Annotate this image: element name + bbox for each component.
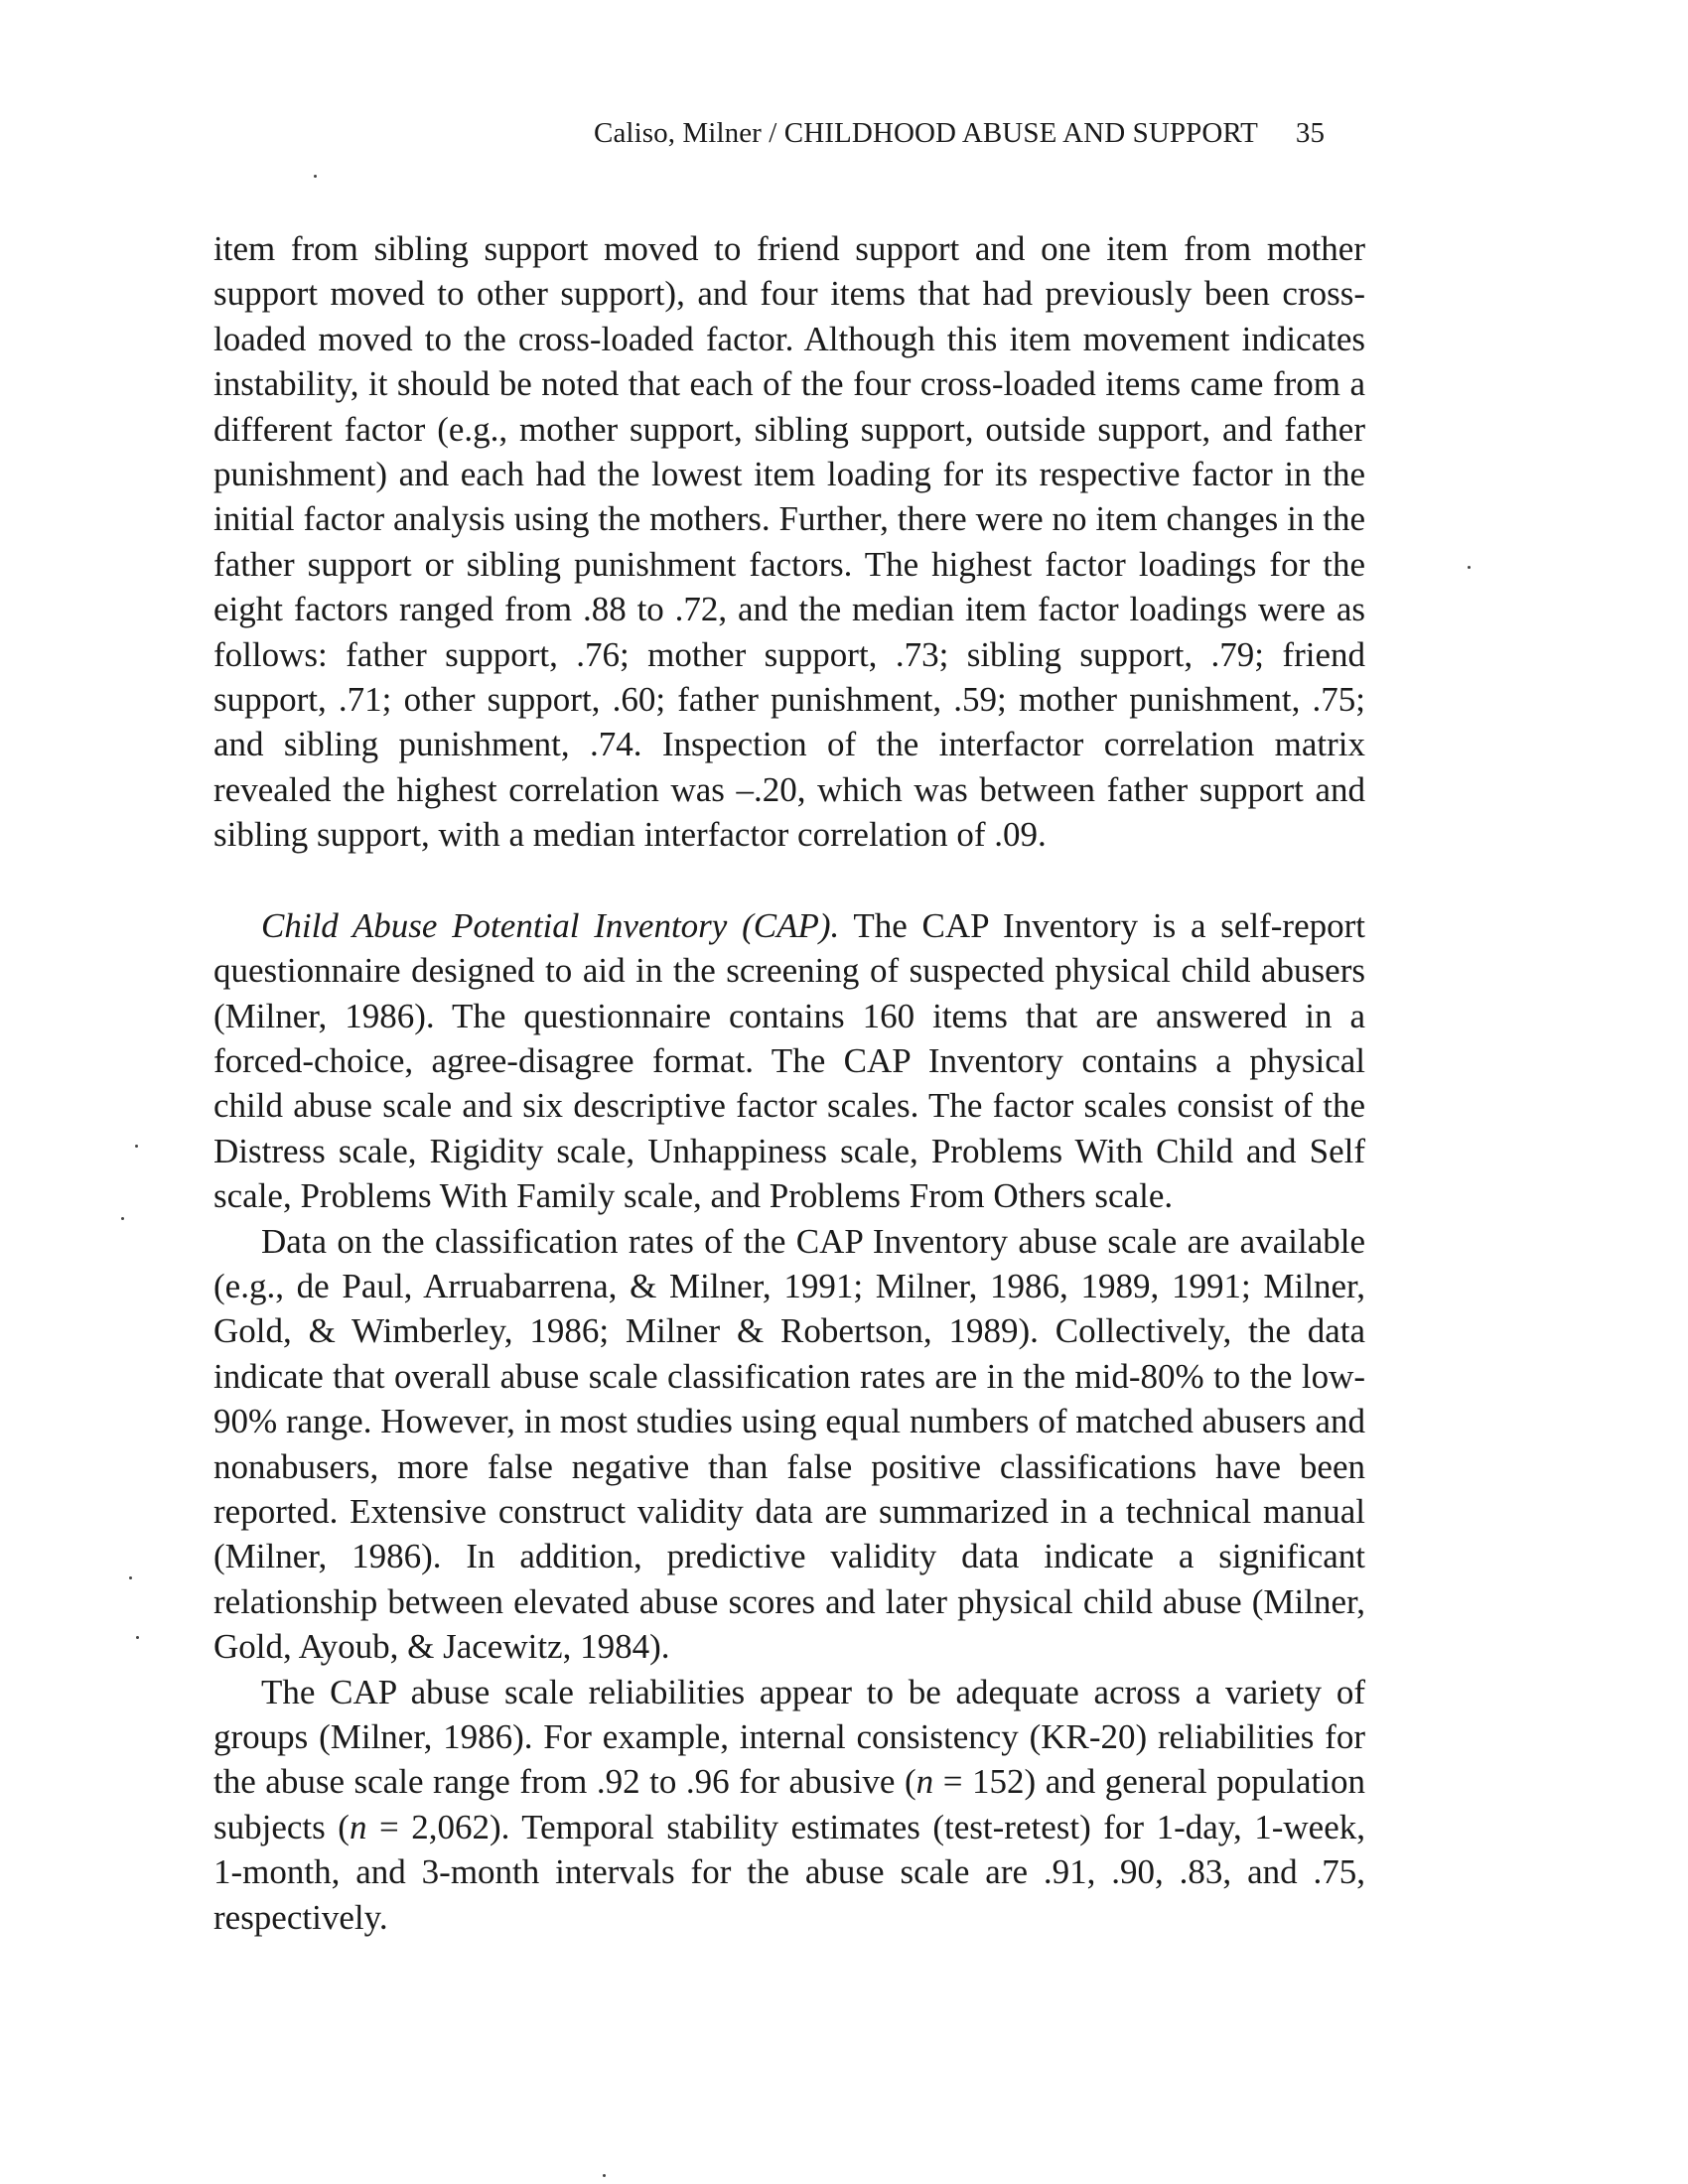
paragraph-factor-analysis: item from sibling support moved to friend support and one item from mother support moved to other support), and four items that had previously been cross-loaded moved to the cross-loaded factor. Although this item movement indicates instability, it should be noted that each of the four cross-loaded items came from a different factor (e.g., mother support, sibling support, outside support, and father punishment) and each had the lowest item loading for its respective factor in the initial factor analysis using the mothers. Further, there were no item changes in the father support or sibling punishment factors. The highest factor loadings for the eight factors ranged from .88 to .72, and the median item factor loadings were as follows: father support, .76; mother support, .73; sibling support, .79; friend support, .71; other support, .60; father punishment, .59; mother punishment, .75; and sibling punishment, .74. Inspection of the interfactor correlation matrix revealed the highest correlation was –.20, which was between father support and sibling support, with a median interfactor correlation of .09. <box>213 229 1365 855</box>
section-heading-cap: Child Abuse Potential Inventory (CAP). <box>261 905 840 945</box>
paragraph-cap-description <box>213 903 1365 1219</box>
reliabilities-text-3: = 2,062). Temporal stability estimates (test-retest) for 1-day, 1-week, 1-month, and 3-month intervals for the abuse scale are .91, .90, .83, and .75, respectively. <box>213 1807 1366 1937</box>
scan-speck <box>135 1145 138 1148</box>
scan-speck <box>121 1217 124 1220</box>
paragraph-reliabilities <box>213 1670 1365 1940</box>
paragraph-classification-rates: Data on the classification rates of the CAP Inventory abuse scale are available (e.g., de Paul, Arruabarrena, & Milner, 1991; Milner, 1986, 1989, 1991; Milner, Gold, & Wimberley, 1986; Milner & Robertson, 1989). Collectively, the data indicate that overall abuse scale classification rates are in the mid-80% to the low-90% range. However, in most studies using equal numbers of matched abusers and nonabusers, more false negative than false positive classifications have been reported. Extensive construct validity data are summarized in a technical manual (Milner, 1986). In addition, predictive validity data indicate a significant relationship between elevated abuse scores and later physical child abuse (Milner, Gold, Ayoub, & Jacewitz, 1984). <box>213 1221 1365 1667</box>
running-header <box>594 117 1325 150</box>
cap-description-text: The CAP Inventory is a self-report questionnaire designed to aid in the screening of suspected physical child abusers (Milner, 1986). The questionnaire contains 160 items that are answered in a forced-choice, agree-disagree format. The CAP Inventory contains a physical child abuse scale and six descriptive factor scales. The factor scales consist of the Distress scale, Rigidity scale, Unhappiness scale, Problems With Child and Self scale, Problems With Family scale, and Problems From Others scale. <box>213 905 1365 1216</box>
page-number: 35 <box>1295 117 1326 149</box>
n-symbol-general: n <box>349 1807 367 1846</box>
scan-speck <box>603 2174 606 2177</box>
reliabilities-text-2: = 152) and general population subjects ( <box>213 1762 1365 1846</box>
scan-speck <box>1468 566 1471 569</box>
scan-speck <box>314 175 317 178</box>
n-symbol-abusive: n <box>915 1762 934 1802</box>
reliabilities-text-1: The CAP abuse scale reliabilities appear to be adequate across a variety of groups (Milner, 1986). For example, internal consistency (KR-20) reliabilities for the abuse scale range from .92 to .96 for abusive ( <box>213 1672 1365 1802</box>
scan-speck <box>129 1576 132 1579</box>
scan-speck <box>136 1636 139 1639</box>
body-text <box>213 226 1365 1940</box>
running-title: Caliso, Milner / CHILDHOOD ABUSE AND SUPPORT <box>594 117 1258 149</box>
